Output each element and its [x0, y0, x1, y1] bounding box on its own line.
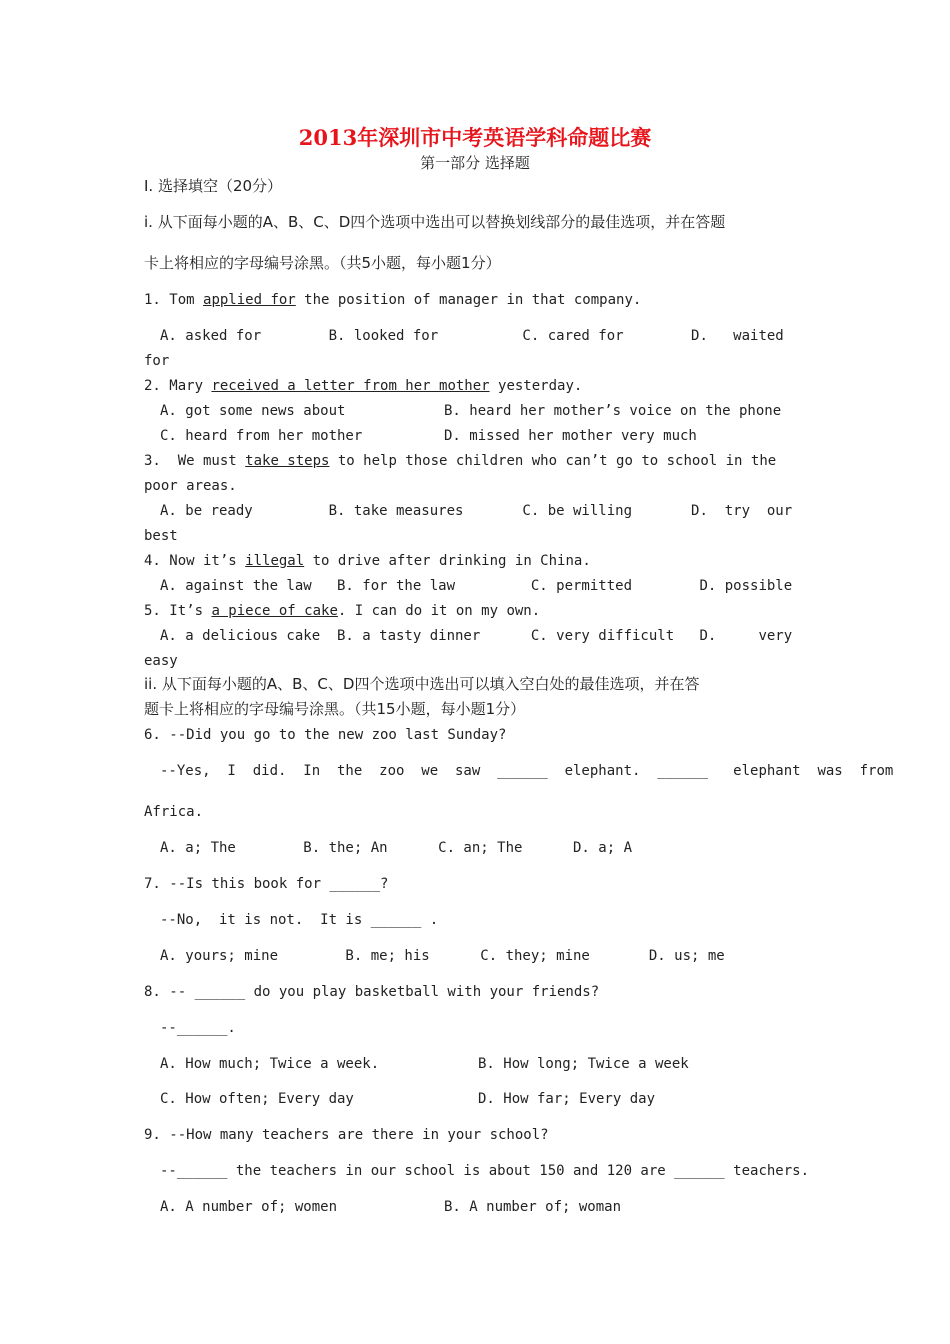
instruction-line: 卡上将相应的字母编号涂黑。（共5小题，每小题1分）	[144, 254, 501, 272]
question-7: 7. --Is this book for ______?	[144, 876, 389, 892]
instruction-line: 题卡上将相应的字母编号涂黑。（共15小题，每小题1分）	[144, 700, 526, 718]
question-1-options: A. asked for B. looked for C. cared for D. waited	[160, 328, 784, 344]
underlined-phrase: take steps	[245, 453, 330, 469]
option-wrap: for	[144, 353, 170, 369]
question-4: 4. Now it’s illegal to drive after drinking in China.	[144, 553, 591, 569]
answer-wrap: Africa.	[144, 804, 204, 820]
instruction-line: i. 从下面每小题的A、B、C、D四个选项中选出可以替换划线部分的最佳选项，并在答题	[144, 213, 726, 231]
option-b: B. A number of; woman	[444, 1199, 622, 1215]
question-5-options: A. a delicious cake B. a tasty dinner C. very difficult D. very	[160, 628, 793, 644]
question-9-answer: --______ the teachers in our school is about 150 and 120 are ______ teachers.	[160, 1163, 810, 1179]
option-a: A. got some news about	[160, 403, 346, 419]
option-b: B. heard her mother’s voice on the phone	[444, 403, 782, 419]
instruction-line: ii. 从下面每小题的A、B、C、D四个选项中选出可以填入空白处的最佳选项，并在答	[144, 675, 700, 693]
underlined-phrase: illegal	[245, 553, 305, 569]
question-4-options: A. against the law B. for the law C. permitted D. possible	[160, 578, 793, 594]
question-9: 9. --How many teachers are there in your school?	[144, 1127, 549, 1143]
document-title: 2013年深圳市中考英语学科命题比赛	[298, 125, 652, 150]
option-a: A. How much; Twice a week.	[160, 1056, 380, 1072]
question-3: 3. We must take steps to help those children who can’t go to school in the	[144, 453, 777, 469]
section-heading: I. 选择填空（20分）	[144, 177, 283, 195]
option-a: A. A number of; women	[160, 1199, 338, 1215]
question-6: 6. --Did you go to the new zoo last Sunday?	[144, 727, 507, 743]
question-7-options: A. yours; mine B. me; his C. they; mine D. us; me	[160, 948, 725, 964]
option-c: C. heard from her mother	[160, 428, 363, 444]
question-8-answer: --______.	[160, 1020, 236, 1036]
question-2: 2. Mary received a letter from her mother yesterday.	[144, 378, 583, 394]
question-7-answer: --No, it is not. It is ______ .	[160, 912, 439, 928]
option-wrap: easy	[144, 653, 178, 669]
question-6-options: A. a; The B. the; An C. an; The D. a; A	[160, 840, 633, 856]
underlined-phrase: applied for	[203, 292, 296, 308]
question-5: 5. It’s a piece of cake. I can do it on my own.	[144, 603, 541, 619]
question-6-answer: --Yes, I did. In the zoo we saw ______ elephant. ______ elephant was from	[160, 763, 894, 779]
question-8: 8. -- ______ do you play basketball with your friends?	[144, 984, 600, 1000]
underlined-phrase: a piece of cake	[211, 603, 338, 619]
option-c: C. How often; Every day	[160, 1091, 354, 1107]
question-1: 1. Tom applied for the position of manager in that company.	[144, 292, 642, 308]
question-wrap: poor areas.	[144, 478, 237, 494]
part-heading: 第一部分 选择题	[420, 154, 530, 172]
option-d: D. missed her mother very much	[444, 428, 697, 444]
option-b: B. How long; Twice a week	[478, 1056, 689, 1072]
question-3-options: A. be ready B. take measures C. be willing D. try our	[160, 503, 793, 519]
underlined-phrase: received a letter from her mother	[211, 378, 490, 394]
option-wrap: best	[144, 528, 178, 544]
option-d: D. How far; Every day	[478, 1091, 656, 1107]
